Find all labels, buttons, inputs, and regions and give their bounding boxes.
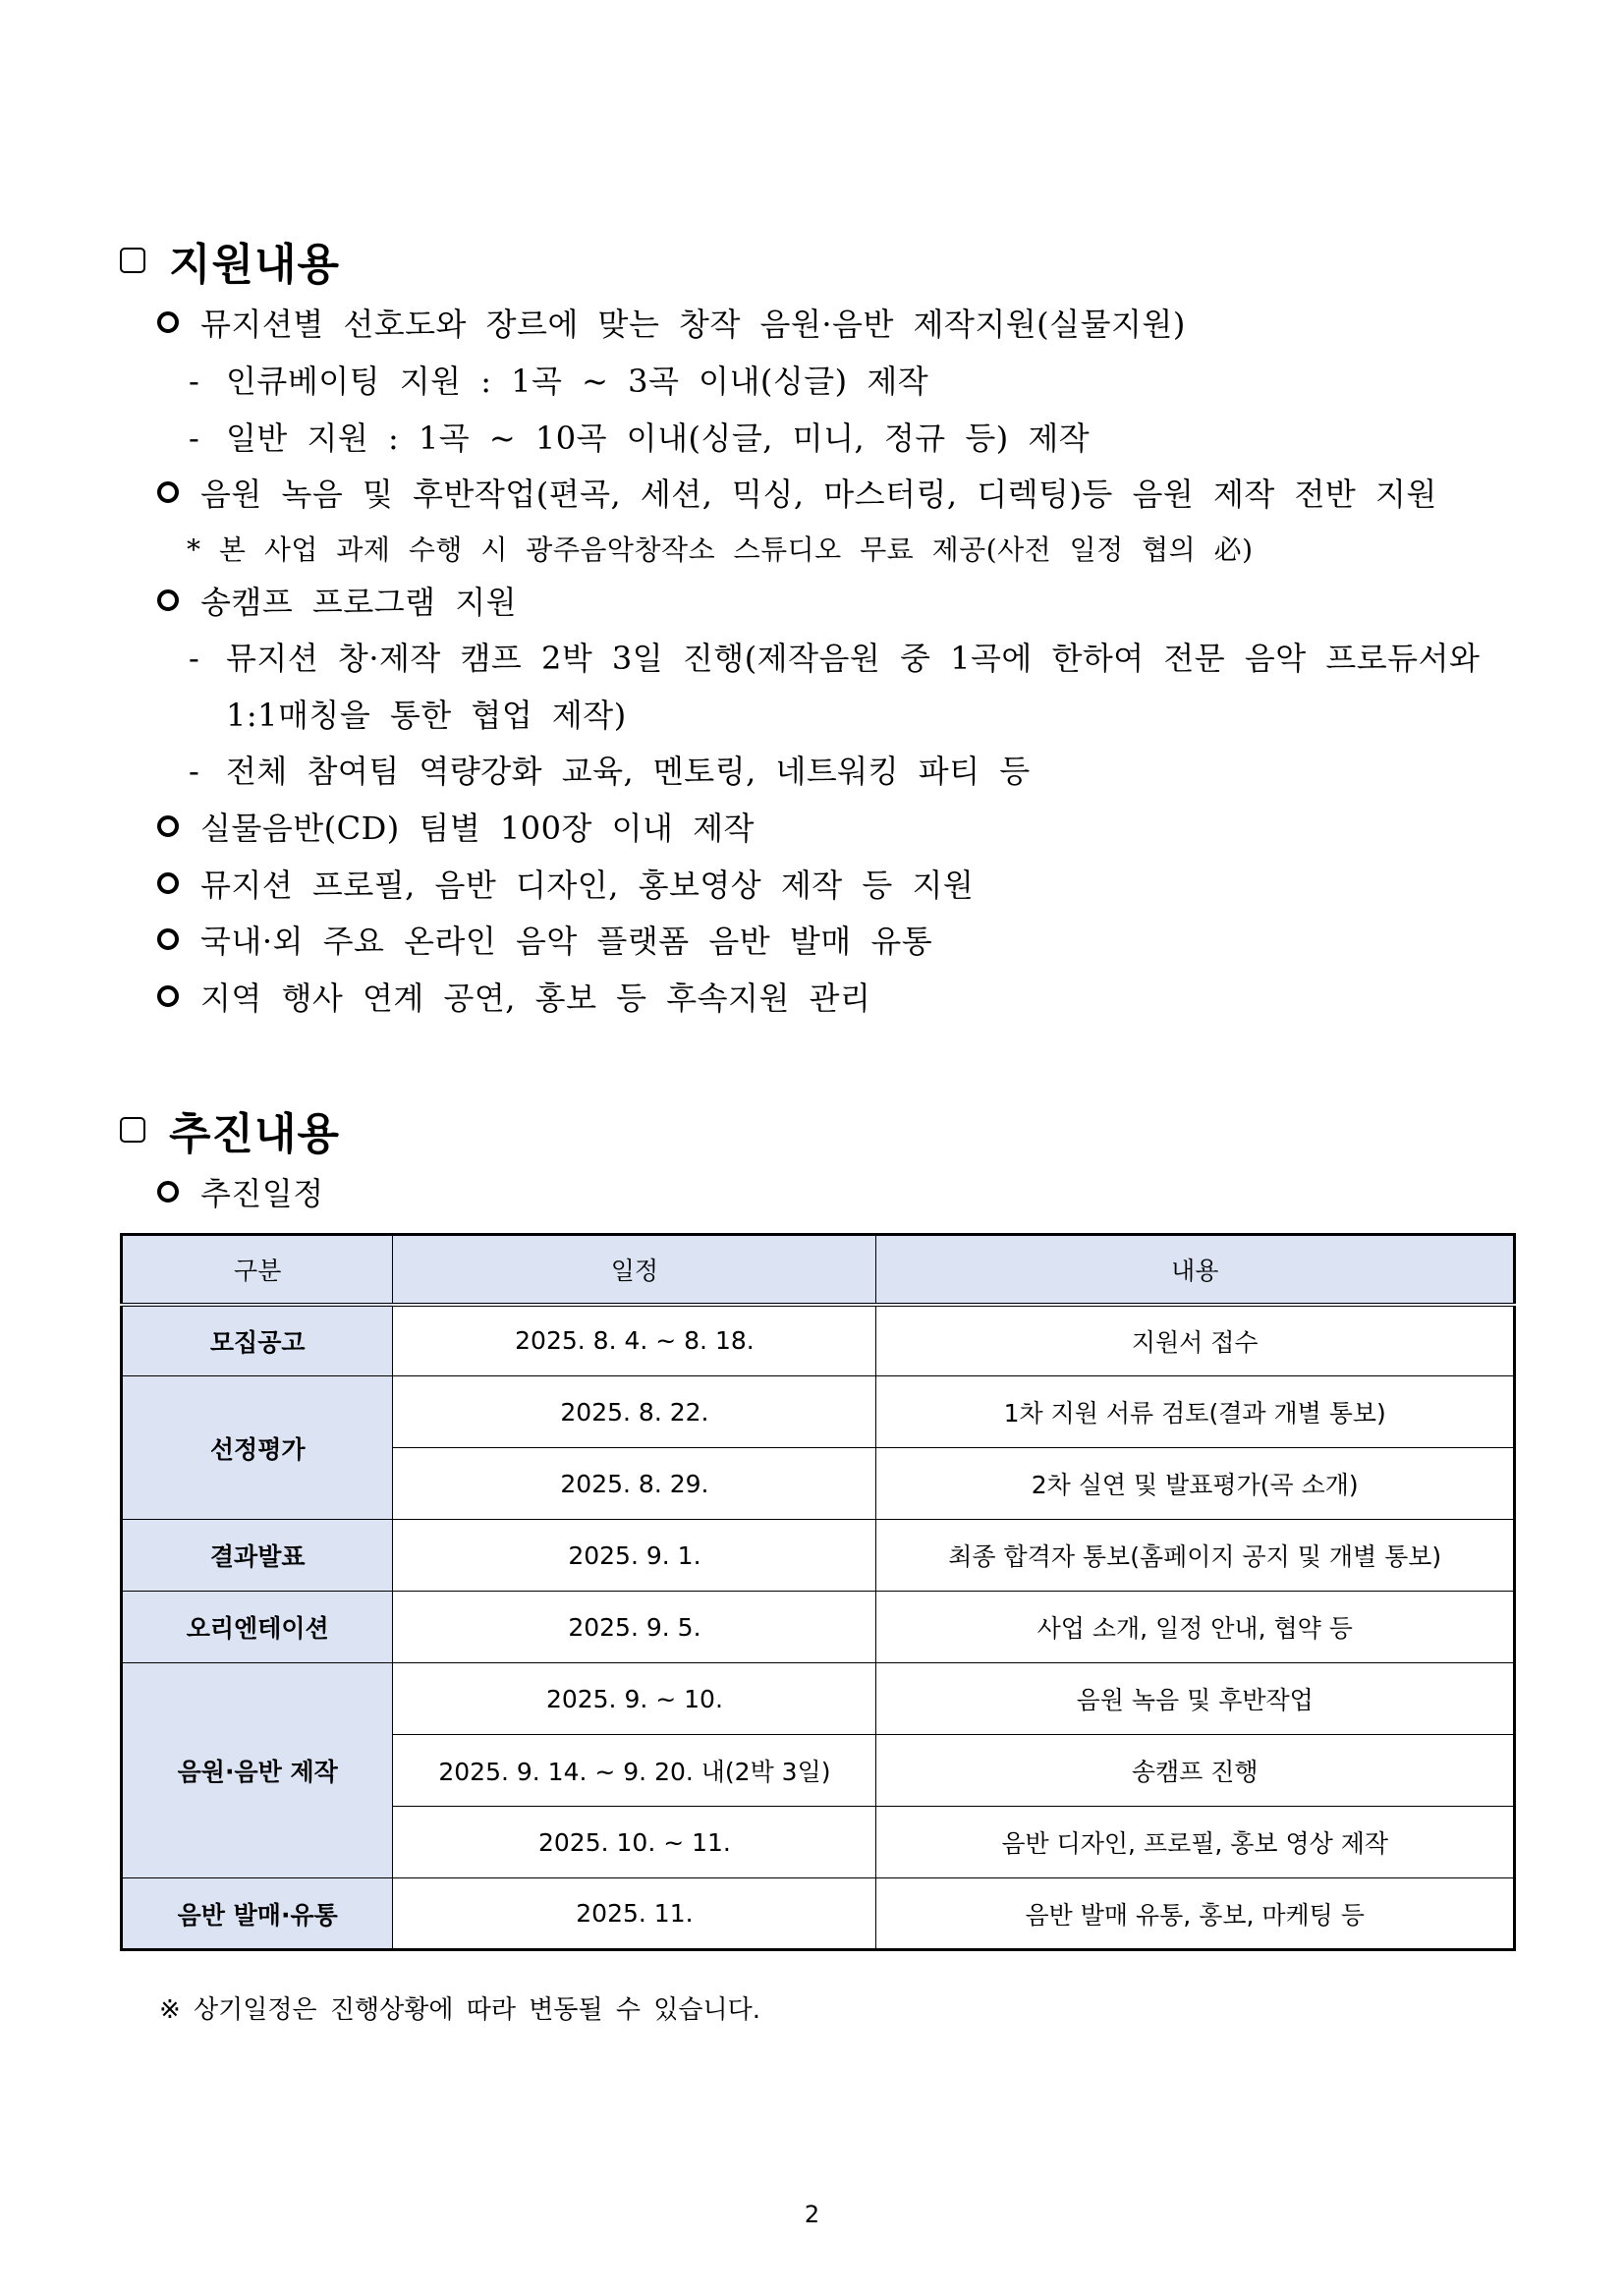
bullet-item [157,804,755,849]
content-cell: 최종 합격자 통보(홈페이지 공지 및 개별 통보) [876,1520,1515,1592]
dash-icon: - [189,640,200,677]
table-row [122,1878,1515,1950]
sub-item-text: 전체 참여팀 역량강화 교육, 멘토링, 네트워킹 파티 등 [226,753,1031,790]
content-cell: 음원 녹음 및 후반작업 [876,1663,1515,1735]
circle-bullet-icon [157,928,179,950]
sub-item-text: 일반 지원 : 1곡 ~ 10곡 이내(싱글, 미니, 정규 등) 제작 [226,420,1091,457]
bullet-item [157,300,1186,345]
note-line: * 본 사업 과제 수행 시 광주음악창작소 스튜디오 무료 제공(사전 일정 협의 必) [187,533,1254,566]
date-cell: 2025. 8. 22. [393,1376,876,1448]
header-content: 내용 [876,1235,1515,1305]
bullet-item [157,470,1437,515]
dash-icon: - [189,420,200,457]
table-header-row [122,1235,1515,1305]
sub-item [189,634,1480,679]
table-row [122,1520,1515,1592]
sub-item-text: 인큐베이팅 지원 : 1곡 ~ 3곡 이내(싱글) 제작 [226,363,929,400]
section-title: 추진내용 [169,1109,341,1159]
section-heading-support [120,229,340,292]
category-cell: 음반 발매·유통 [122,1878,393,1950]
section-title: 지원내용 [169,240,341,290]
circle-bullet-icon [157,1181,179,1203]
content-cell: 사업 소개, 일정 안내, 협약 등 [876,1592,1515,1663]
date-cell: 2025. 9. 14. ~ 9. 20. 내(2박 3일) [393,1735,876,1807]
circle-bullet-icon [157,815,179,837]
category-cell: 결과발표 [122,1520,393,1592]
square-bullet-icon [120,248,145,273]
bullet-item [157,974,870,1019]
date-cell: 2025. 9. 1. [393,1520,876,1592]
dash-icon: - [189,363,200,400]
content-cell: 지원서 접수 [876,1305,1515,1376]
content-cell: 1차 지원 서류 검토(결과 개별 통보) [876,1376,1515,1448]
category-cell: 모집공고 [122,1305,393,1376]
sub-item [189,414,1090,459]
category-cell: 오리엔테이션 [122,1592,393,1663]
header-date: 일정 [393,1235,876,1305]
date-cell: 2025. 9. 5. [393,1592,876,1663]
bullet-text: 추진일정 [200,1175,324,1212]
date-cell: 2025. 10. ~ 11. [393,1807,876,1878]
page-number: 2 [804,2201,820,2228]
circle-bullet-icon [157,985,179,1007]
footnote: ※ 상기일정은 진행상황에 따라 변동될 수 있습니다. [159,1995,760,2025]
bullet-text: 실물음반(CD) 팀별 100장 이내 제작 [200,810,755,847]
circle-bullet-icon [157,481,179,503]
table-row [122,1663,1515,1735]
bullet-item [157,861,974,906]
circle-bullet-icon [157,311,179,333]
content-cell: 음반 발매 유통, 홍보, 마케팅 등 [876,1878,1515,1950]
sub-item [189,747,1031,792]
content-cell: 2차 실연 및 발표평가(곡 소개) [876,1448,1515,1520]
bullet-text: 뮤지션별 선호도와 장르에 맞는 창작 음원·음반 제작지원(실물지원) [200,306,1186,343]
bullet-text: 송캠프 프로그램 지원 [200,584,518,621]
dash-icon: - [189,753,200,790]
table-row [122,1305,1515,1376]
content-cell: 송캠프 진행 [876,1735,1515,1807]
header-category: 구분 [122,1235,393,1305]
bullet-text: 뮤지션 프로필, 음반 디자인, 홍보영상 제작 등 지원 [200,867,975,904]
bullet-item [157,917,932,962]
bullet-text: 음원 녹음 및 후반작업(편곡, 세션, 믹싱, 마스터링, 디렉팅)등 음원 제작 전반 지원 [200,476,1437,513]
date-cell: 2025. 8. 4. ~ 8. 18. [393,1305,876,1376]
bullet-text: 국내·외 주요 온라인 음악 플랫폼 음반 발매 유통 [200,923,933,960]
category-cell: 음원·음반 제작 [122,1663,393,1878]
date-cell: 2025. 9. ~ 10. [393,1663,876,1735]
sub-item-continuation: 1:1매칭을 통한 협업 제작) [226,697,627,734]
circle-bullet-icon [157,589,179,611]
category-cell: 선정평가 [122,1376,393,1520]
sub-item [189,357,928,402]
table-row [122,1592,1515,1663]
content-cell: 음반 디자인, 프로필, 홍보 영상 제작 [876,1807,1515,1878]
bullet-item [157,578,517,623]
bullet-item [157,1169,324,1214]
section-heading-progress [120,1098,340,1161]
schedule-table [120,1233,1516,1951]
date-cell: 2025. 8. 29. [393,1448,876,1520]
sub-item-text: 뮤지션 창·제작 캠프 2박 3일 진행(제작음원 중 1곡에 한하여 전문 음악 프로듀서와 [226,640,1481,677]
date-cell: 2025. 11. [393,1878,876,1950]
square-bullet-icon [120,1117,145,1143]
table-row [122,1376,1515,1448]
circle-bullet-icon [157,872,179,894]
bullet-text: 지역 행사 연계 공연, 홍보 등 후속지원 관리 [200,980,871,1017]
